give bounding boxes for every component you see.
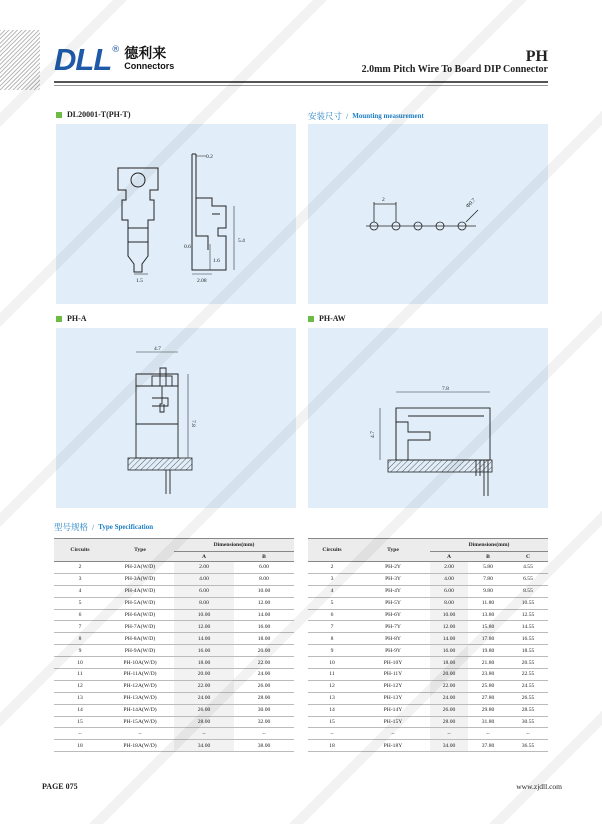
pcb-board-section xyxy=(388,460,492,472)
green-square-icon xyxy=(56,112,62,118)
logo-mark: DLL xyxy=(54,42,112,77)
table-cell: 14.00 xyxy=(234,609,294,621)
table-cell: 5 xyxy=(54,597,106,609)
hole-diameter-label: Φ0.7 xyxy=(465,197,478,210)
table-cell: PH-7A(W/D) xyxy=(106,621,174,633)
table-cell: 32.00 xyxy=(234,716,294,728)
table-row xyxy=(54,562,294,574)
table-cell: PH-8Y xyxy=(356,633,430,645)
table-cell: 30.00 xyxy=(234,704,294,716)
table-cell: 14 xyxy=(54,704,106,716)
table-cell: 9 xyxy=(54,645,106,657)
table-row xyxy=(308,728,548,740)
table-cell: 8.00 xyxy=(234,573,294,585)
table-cell: ~ xyxy=(234,728,294,740)
table-cell: PH-12Y xyxy=(356,680,430,692)
table-row xyxy=(54,645,294,657)
table-cell: 10.00 xyxy=(430,609,468,621)
table-cell: PH-6Y xyxy=(356,609,430,621)
table-cell: 9 xyxy=(308,645,356,657)
table-cell: 7 xyxy=(54,621,106,633)
table-cell: 7 xyxy=(308,621,356,633)
table-cell: 16.00 xyxy=(234,621,294,633)
section-label: PH-AW xyxy=(319,314,346,323)
table-cell: 18.55 xyxy=(508,645,548,657)
table-cell: 14.00 xyxy=(174,633,234,645)
table-cell: 23.80 xyxy=(468,669,508,681)
table-cell: 22.00 xyxy=(430,680,468,692)
col-type: Type xyxy=(106,539,174,562)
table-cell: 11 xyxy=(308,669,356,681)
table-cell: 21.80 xyxy=(468,657,508,669)
pha-drawing xyxy=(56,328,296,508)
table-row xyxy=(54,704,294,716)
table-cell: 14.00 xyxy=(430,633,468,645)
website-url: www.zjdll.com xyxy=(516,782,562,791)
table-row xyxy=(308,692,548,704)
table-cell: 12 xyxy=(54,680,106,692)
table-cell: 11.80 xyxy=(468,597,508,609)
table-cell: PH-5A(W/D) xyxy=(106,597,174,609)
table-cell: ~ xyxy=(174,728,234,740)
table-cell: PH-5Y xyxy=(356,597,430,609)
table-cell: 10.00 xyxy=(234,585,294,597)
col-dimensions: Dimensions(mm) xyxy=(430,539,548,552)
table-row xyxy=(308,680,548,692)
table-cell: 6.00 xyxy=(174,585,234,597)
table-cell: 30.55 xyxy=(508,716,548,728)
table-row xyxy=(54,597,294,609)
table-cell: ~ xyxy=(54,728,106,740)
length-dim-label: 7.8 xyxy=(442,386,449,392)
table-cell: 36.55 xyxy=(508,740,548,752)
table-cell: PH-2Y xyxy=(356,562,430,574)
col-circuits: Circuits xyxy=(308,539,356,562)
table-row xyxy=(54,621,294,633)
table-cell: ~ xyxy=(308,728,356,740)
table-cell: 12 xyxy=(308,680,356,692)
table-cell: 26.55 xyxy=(508,692,548,704)
table-cell: 20.55 xyxy=(508,657,548,669)
col-circuits: Circuits xyxy=(54,539,106,562)
table-cell: PH-14A(W/D) xyxy=(106,704,174,716)
col-type: Type xyxy=(356,539,430,562)
table-row xyxy=(54,633,294,645)
dim-small-label: 0.6 xyxy=(184,244,191,250)
table-cell: PH-11Y xyxy=(356,669,430,681)
mounting-drawing xyxy=(308,124,548,304)
registered-mark: ® xyxy=(111,44,121,55)
table-cell: 4.00 xyxy=(430,573,468,585)
table-cell: 24.00 xyxy=(430,692,468,704)
col-c: C xyxy=(508,552,548,562)
width-dim-label: 4.7 xyxy=(154,346,161,352)
table-cell: PH-15A(W/D) xyxy=(106,716,174,728)
table-row xyxy=(308,609,548,621)
section-label-cn: 安装尺寸 xyxy=(308,112,343,122)
table-cell: PH-4A(W/D) xyxy=(106,585,174,597)
table-cell: 12.00 xyxy=(234,597,294,609)
table-cell: ~ xyxy=(430,728,468,740)
section-label: PH-A xyxy=(67,314,87,323)
logo-english-name: Connectors xyxy=(124,61,175,72)
pcb-board-section xyxy=(128,458,192,470)
section-pha-title xyxy=(56,314,87,323)
section-label-en: Mounting measurement xyxy=(352,112,424,120)
table-cell: PH-7Y xyxy=(356,621,430,633)
table-cell: 10.55 xyxy=(508,597,548,609)
table-cell: 22.00 xyxy=(234,657,294,669)
table-cell: 3 xyxy=(308,573,356,585)
table-cell: ~ xyxy=(356,728,430,740)
table-cell: 28.00 xyxy=(174,716,234,728)
table-cell: 4 xyxy=(308,585,356,597)
table-cell: 31.80 xyxy=(468,716,508,728)
table-cell: PH-2A(W/D) xyxy=(106,562,174,574)
table-cell: 22.00 xyxy=(174,680,234,692)
table-row xyxy=(54,669,294,681)
table-cell: PH-6A(W/D) xyxy=(106,609,174,621)
table-row xyxy=(54,609,294,621)
table-cell: PH-18Y xyxy=(356,740,430,752)
table-cell: 15 xyxy=(54,716,106,728)
table-cell: 26.00 xyxy=(234,680,294,692)
table-cell: 4.00 xyxy=(174,573,234,585)
table-row xyxy=(308,657,548,669)
table-cell: 28.00 xyxy=(430,716,468,728)
company-logo xyxy=(54,44,174,75)
table-cell: 24.00 xyxy=(174,692,234,704)
table-cell: 37.80 xyxy=(468,740,508,752)
table-cell: 15 xyxy=(308,716,356,728)
table-cell: PH-4Y xyxy=(356,585,430,597)
table-cell: 26.00 xyxy=(174,704,234,716)
table-cell: 16.55 xyxy=(508,633,548,645)
table-cell: 2.00 xyxy=(174,562,234,574)
table-cell: 18.00 xyxy=(174,657,234,669)
table-cell: PH-3Y xyxy=(356,573,430,585)
spec-section-title: 型号规格 / Type Specification xyxy=(54,522,154,533)
table-cell: 13 xyxy=(308,692,356,704)
dim-height-label: 5.4 xyxy=(238,238,245,244)
table-cell: 6.00 xyxy=(430,585,468,597)
table-cell: 16.00 xyxy=(174,645,234,657)
table-row xyxy=(308,704,548,716)
table-cell: ~ xyxy=(508,728,548,740)
table-row xyxy=(54,585,294,597)
terminal-drawing-panel xyxy=(56,124,296,304)
table-cell: 6.55 xyxy=(508,573,548,585)
table-row xyxy=(54,728,294,740)
table-cell: 34.00 xyxy=(174,740,234,752)
table-cell: PH-9Y xyxy=(356,645,430,657)
table-cell: 5 xyxy=(308,597,356,609)
table-cell: 19.80 xyxy=(468,645,508,657)
table-cell: 24.55 xyxy=(508,680,548,692)
table-cell: ~ xyxy=(468,728,508,740)
table-row xyxy=(308,585,548,597)
section-label: DL20001-T(PH-T) xyxy=(67,110,131,119)
table-cell: PH-18A(W/D) xyxy=(106,740,174,752)
table-cell: PH-11A(W/D) xyxy=(106,669,174,681)
table-cell: PH-10Y xyxy=(356,657,430,669)
table-cell: 2 xyxy=(54,562,106,574)
table-row xyxy=(54,657,294,669)
table-cell: PH-10A(W/D) xyxy=(106,657,174,669)
green-square-icon xyxy=(56,316,62,322)
table-cell: 11 xyxy=(54,669,106,681)
table-cell: 10 xyxy=(308,657,356,669)
table-row xyxy=(308,562,548,574)
logo-chinese-name: 德利来 xyxy=(124,46,167,63)
table-cell: 12.55 xyxy=(508,609,548,621)
table-row xyxy=(308,633,548,645)
table-cell: 10.00 xyxy=(174,609,234,621)
section-label-en: Type Specification xyxy=(98,523,154,531)
dim-thickness-label: 0.2 xyxy=(206,154,213,160)
green-square-icon xyxy=(308,316,314,322)
dim-tab-label: 1.6 xyxy=(213,258,220,264)
decorative-hatch xyxy=(0,30,40,90)
col-a: A xyxy=(174,552,234,562)
table-row xyxy=(54,680,294,692)
table-row xyxy=(308,716,548,728)
table-cell: 18.00 xyxy=(234,633,294,645)
table-cell: ~ xyxy=(106,728,174,740)
table-row xyxy=(308,645,548,657)
table-cell: 13 xyxy=(54,692,106,704)
table-cell: 8.00 xyxy=(174,597,234,609)
table-cell: PH-15Y xyxy=(356,716,430,728)
table-row xyxy=(54,716,294,728)
col-dimensions: Dimensions(mm) xyxy=(174,539,294,552)
table-cell: 18.00 xyxy=(430,657,468,669)
table-cell: 4 xyxy=(54,585,106,597)
table-cell: 6.00 xyxy=(234,562,294,574)
phaw-drawing xyxy=(308,328,548,508)
height-dim-label: 4.7 xyxy=(370,431,376,438)
table-cell: PH-13A(W/D) xyxy=(106,692,174,704)
table-cell: 27.80 xyxy=(468,692,508,704)
table-cell: 8 xyxy=(54,633,106,645)
table-cell: 26.00 xyxy=(430,704,468,716)
table-row xyxy=(54,692,294,704)
pitch-label: 2 xyxy=(382,197,385,203)
table-cell: 24.00 xyxy=(234,669,294,681)
table-cell: 12.00 xyxy=(174,621,234,633)
col-a: A xyxy=(430,552,468,562)
table-cell: 13.80 xyxy=(468,609,508,621)
table-row xyxy=(308,597,548,609)
table-cell: PH-12A(W/D) xyxy=(106,680,174,692)
table-cell: PH-9A(W/D) xyxy=(106,645,174,657)
section-mounting-title: 安装尺寸 / Mounting measurement xyxy=(308,111,424,122)
table-cell: 18 xyxy=(54,740,106,752)
table-cell: 20.00 xyxy=(174,669,234,681)
dim-width-label: 2.08 xyxy=(197,278,207,284)
table-cell: 14.55 xyxy=(508,621,548,633)
table-cell: 4.55 xyxy=(508,562,548,574)
table-cell: 18 xyxy=(308,740,356,752)
table-cell: 14 xyxy=(308,704,356,716)
table-cell: 5.80 xyxy=(468,562,508,574)
mounting-drawing-panel xyxy=(308,124,548,304)
table-cell: 9.80 xyxy=(468,585,508,597)
table-cell: 20.00 xyxy=(430,669,468,681)
table-row xyxy=(308,621,548,633)
page-subtitle: 2.0mm Pitch Wire To Board DIP Connector xyxy=(361,64,548,75)
table-row xyxy=(308,740,548,752)
table-cell: 6 xyxy=(54,609,106,621)
table-row xyxy=(308,669,548,681)
table-row xyxy=(54,573,294,585)
table-cell: 8.00 xyxy=(430,597,468,609)
table-cell: 22.55 xyxy=(508,669,548,681)
table-cell: 10 xyxy=(54,657,106,669)
table-cell: 29.80 xyxy=(468,704,508,716)
section-phaw-title xyxy=(308,314,346,323)
page-number: PAGE 075 xyxy=(42,782,78,791)
col-b: B xyxy=(468,552,508,562)
table-cell: 38.00 xyxy=(234,740,294,752)
col-b: B xyxy=(234,552,294,562)
pha-drawing-panel xyxy=(56,328,296,508)
terminal-drawing xyxy=(56,124,296,304)
spec-table-pha xyxy=(54,538,294,752)
table-cell: PH-14Y xyxy=(356,704,430,716)
table-cell: 12.00 xyxy=(430,621,468,633)
table-cell: 7.80 xyxy=(468,573,508,585)
table-row xyxy=(54,740,294,752)
table-cell: 2.00 xyxy=(430,562,468,574)
header-divider xyxy=(54,81,548,83)
section-terminal-title xyxy=(56,110,131,119)
table-cell: PH-3A(W/D) xyxy=(106,573,174,585)
table-cell: 8.55 xyxy=(508,585,548,597)
spec-table-phy xyxy=(308,538,548,752)
table-cell: 28.00 xyxy=(234,692,294,704)
table-cell: 34.00 xyxy=(430,740,468,752)
phaw-drawing-panel xyxy=(308,328,548,508)
header-divider-thin xyxy=(54,85,548,86)
table-cell: PH-13Y xyxy=(356,692,430,704)
table-cell: 17.80 xyxy=(468,633,508,645)
table-cell: 3 xyxy=(54,573,106,585)
table-cell: 8 xyxy=(308,633,356,645)
table-cell: 28.55 xyxy=(508,704,548,716)
table-cell: 15.80 xyxy=(468,621,508,633)
table-cell: PH-8A(W/D) xyxy=(106,633,174,645)
height-dim-label: 7.8 xyxy=(190,420,196,427)
table-cell: 6 xyxy=(308,609,356,621)
table-cell: 20.00 xyxy=(234,645,294,657)
table-row xyxy=(308,573,548,585)
series-title: PH xyxy=(525,48,548,65)
table-cell: 16.00 xyxy=(430,645,468,657)
dim-pin-label: 1.5 xyxy=(136,278,143,284)
table-cell: 25.80 xyxy=(468,680,508,692)
section-label-cn: 型号规格 xyxy=(54,523,89,533)
table-cell: 2 xyxy=(308,562,356,574)
